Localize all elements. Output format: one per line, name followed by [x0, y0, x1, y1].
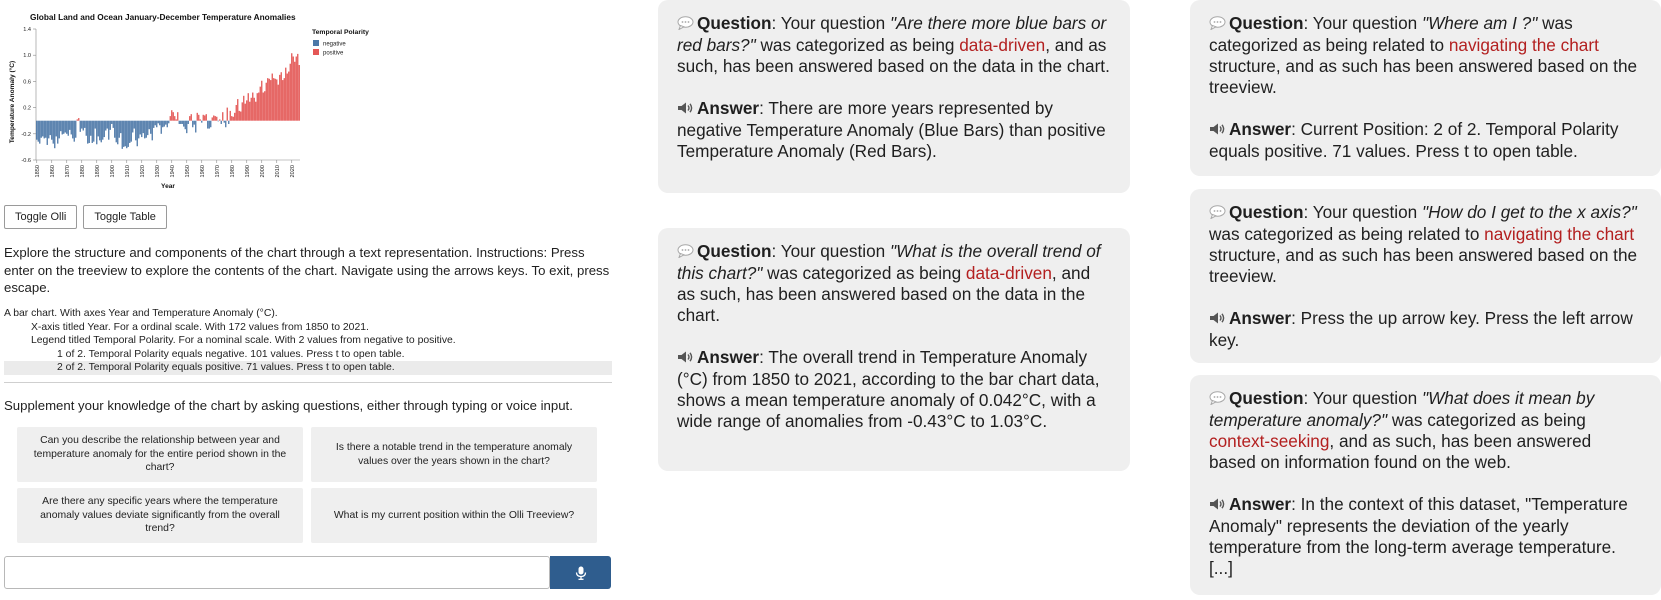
bar — [167, 121, 168, 128]
y-tick-label: 1.0 — [23, 53, 31, 60]
bar — [288, 72, 289, 121]
bar — [234, 113, 235, 121]
speaker-icon — [677, 99, 694, 120]
bar — [56, 121, 57, 137]
bar — [287, 74, 288, 121]
bar — [282, 80, 283, 121]
x-tick-label: 1870 — [64, 165, 71, 178]
question-prefix: : Your question — [1303, 13, 1422, 33]
bar — [156, 121, 157, 128]
bar — [107, 121, 108, 129]
bar — [62, 121, 63, 135]
tree-node-negative[interactable]: 1 of 2. Temporal Polarity equals negative. 101 values. Press t to open table. — [57, 348, 405, 360]
bar — [210, 121, 211, 128]
bar — [149, 121, 150, 130]
bar — [143, 121, 144, 133]
question-input[interactable] — [4, 556, 550, 589]
bar — [83, 121, 84, 131]
answer-label: Answer — [1229, 119, 1292, 139]
answer-label: Answer — [697, 98, 760, 118]
toggle-table-button[interactable]: Toggle Table — [83, 205, 167, 229]
bar — [50, 121, 51, 135]
speech-bubble-icon — [677, 14, 694, 35]
bar — [153, 121, 154, 128]
bar — [261, 81, 262, 121]
question-text: "What is the overall trend of this chart?" — [677, 241, 1101, 283]
bar — [42, 121, 43, 137]
bar — [99, 121, 100, 141]
bar — [128, 121, 129, 147]
bar — [59, 121, 60, 139]
bar — [263, 93, 264, 121]
x-tick-label: 1860 — [49, 165, 56, 178]
bar — [290, 64, 291, 121]
olli-treeview[interactable] — [4, 307, 612, 375]
bar — [212, 117, 213, 120]
legend-label-negative: negative — [323, 41, 346, 48]
bar — [213, 115, 214, 120]
answer-text: : In the context of this dataset, "Temperature Anomaly" represents the deviation of the yearly temperature from the long-term average temperature. [...] — [1209, 494, 1628, 578]
chart-panel — [0, 0, 620, 600]
legend-title: Temporal Polarity — [312, 29, 369, 36]
bar — [86, 121, 87, 136]
temperature-anomaly-chart — [0, 8, 400, 193]
legend-swatch-negative — [313, 40, 319, 46]
treeview-instructions: Explore the structure and components of the chart through a text representation. Instructions: Press enter on the treeview to explore the contents of the chart. Navigate using the arrows keys. To exit, press escape. — [4, 245, 610, 295]
bar — [87, 121, 88, 144]
bar — [218, 121, 219, 122]
bar — [152, 121, 153, 141]
bar — [284, 78, 285, 121]
bar — [227, 108, 228, 121]
question-label: Question — [1229, 388, 1304, 408]
qa-card — [1190, 375, 1661, 595]
bar — [105, 121, 106, 131]
bar — [188, 121, 189, 124]
bar — [233, 117, 234, 121]
bar — [230, 111, 231, 121]
answer-text: : Current Position: 2 of 2. Temporal Polarity equals positive. 71 values. Press t to open table. — [1209, 119, 1619, 161]
y-tick-label: 0.2 — [23, 105, 31, 112]
bar — [198, 115, 199, 121]
bar — [168, 121, 169, 124]
bar — [123, 121, 124, 147]
question-category: navigating the chart — [1484, 224, 1635, 244]
bar — [101, 121, 102, 143]
bar — [246, 100, 247, 120]
qa-question — [1209, 202, 1642, 287]
bar — [266, 83, 267, 121]
bar — [138, 121, 139, 139]
bar — [228, 121, 229, 124]
suggested-question[interactable]: Can you describe the relationship between year and temperature anomaly for the entire period shown in the chart? — [17, 427, 303, 482]
bar — [264, 91, 265, 120]
bar — [180, 121, 181, 124]
tree-node-root[interactable]: A bar chart. With axes Year and Temperature Anomaly (°C). — [4, 308, 278, 319]
bar — [174, 116, 175, 121]
qa-answer — [1209, 494, 1642, 579]
y-tick-label: -0.6 — [21, 158, 31, 164]
qa-question — [1209, 13, 1642, 98]
toggle-olli-button[interactable]: Toggle Olli — [4, 205, 77, 229]
bar — [194, 121, 195, 125]
bar — [269, 79, 270, 121]
question-category: data-driven — [965, 263, 1052, 283]
question-label: Question — [1229, 13, 1304, 33]
x-tick-label: 1880 — [79, 165, 86, 178]
bar — [135, 121, 136, 141]
question-label: Question — [1229, 202, 1304, 222]
qa-answer — [677, 347, 1111, 432]
bar — [71, 121, 72, 135]
bar — [257, 93, 258, 121]
bar — [75, 121, 76, 138]
bar — [224, 121, 225, 123]
legend-label-positive: positive — [323, 50, 344, 57]
question-text: "What does it mean by temperature anomaly?" — [1209, 388, 1595, 430]
category-connector: was categorized as being — [762, 263, 966, 283]
speech-bubble-icon — [677, 242, 694, 263]
answer-text: : Press the up arrow key. Press the left arrow key. — [1209, 308, 1633, 350]
bar — [221, 121, 222, 124]
x-axis-title: Year — [161, 183, 175, 190]
x-tick-label: 1920 — [139, 165, 146, 178]
speaker-icon — [1209, 309, 1226, 330]
legend — [312, 29, 369, 57]
bar — [251, 98, 252, 121]
bar — [126, 121, 127, 149]
bar — [45, 121, 46, 138]
bar — [137, 121, 138, 147]
qa-card — [658, 0, 1130, 193]
bar — [38, 121, 39, 142]
bar — [267, 78, 268, 121]
bar — [258, 93, 259, 121]
x-tick-label: 1950 — [184, 165, 191, 178]
bar — [162, 121, 163, 128]
bar — [276, 79, 277, 120]
x-tick-label: 1990 — [244, 165, 251, 178]
bar — [77, 119, 78, 120]
bar — [248, 93, 249, 121]
bar — [239, 111, 240, 121]
bar — [110, 121, 111, 130]
divider — [4, 382, 612, 383]
suggested-question[interactable]: Are there any specific years where the temperature anomaly values deviate significantly from the overall trend? — [17, 488, 303, 543]
question-label: Question — [697, 13, 772, 33]
y-axis-title: Temperature Anomaly (°C) — [9, 60, 16, 144]
bar — [285, 68, 286, 121]
bar — [191, 114, 192, 121]
supplement-prompt: Supplement your knowledge of the chart by asking questions, either through typing or voice input. — [4, 398, 573, 413]
category-connector: was categorized as being — [1387, 410, 1586, 430]
bar — [131, 121, 132, 142]
speaker-icon — [1209, 120, 1226, 141]
bar — [98, 121, 99, 137]
category-suffix: structure, and as such has been answered based on the treeview. — [1209, 56, 1638, 97]
x-tick-label: 1890 — [94, 165, 101, 178]
bar — [270, 80, 271, 121]
question-text: "How do I get to the x axis?" — [1421, 202, 1637, 222]
bar — [144, 121, 145, 139]
bar — [296, 57, 297, 121]
toggle-controls — [4, 205, 167, 229]
y-tick-label: 0.6 — [23, 79, 31, 86]
bar — [171, 110, 172, 120]
bar — [281, 72, 282, 120]
bar — [299, 65, 300, 121]
tree-node-x-axis[interactable]: X-axis titled Year. For a ordinal scale. With 172 values from 1850 to 2021. — [31, 321, 369, 333]
bar — [164, 121, 165, 127]
bar — [108, 121, 109, 140]
x-tick-label: 1910 — [124, 165, 131, 178]
bar — [96, 121, 97, 145]
bar — [89, 121, 90, 143]
bar — [66, 121, 67, 134]
bar — [272, 74, 273, 121]
question-prefix: : Your question — [771, 13, 890, 33]
qa-answer — [677, 98, 1111, 162]
bar — [84, 121, 85, 128]
bar — [294, 62, 295, 121]
legend-swatch-positive — [313, 49, 319, 55]
x-tick-label: 2020 — [289, 165, 296, 178]
bar — [102, 121, 103, 140]
bar — [129, 121, 130, 143]
qa-question — [677, 241, 1111, 326]
category-suffix: , and as such, has been answered based on the data in the chart. — [677, 35, 1110, 76]
bar — [203, 115, 204, 121]
bar — [206, 114, 207, 121]
bar — [254, 98, 255, 121]
bar — [231, 116, 232, 121]
chart-title: Global Land and Ocean January-December Temperature Anomalies — [30, 12, 296, 22]
speech-bubble-icon — [1209, 389, 1226, 410]
bar — [236, 105, 237, 121]
x-tick-label: 1970 — [214, 165, 221, 178]
bar — [92, 121, 93, 143]
bar — [104, 121, 105, 137]
bar — [39, 121, 40, 144]
bar — [197, 113, 198, 121]
bar — [255, 102, 256, 121]
voice-input-button[interactable] — [550, 556, 611, 589]
bars — [36, 53, 300, 149]
question-prefix: : Your question — [1303, 202, 1422, 222]
bar — [155, 121, 156, 126]
answer-text: : The overall trend in Temperature Anomaly (°C) from 1850 to 2021, according to the bar chart data, shows a mean temperature anomaly of 0.042°C, with a wide range of anomalies from -0.43°C to 1.03°C. — [677, 347, 1100, 431]
qa-card — [1190, 0, 1661, 176]
bar — [237, 99, 238, 121]
answer-label: Answer — [1229, 308, 1292, 328]
bar — [225, 121, 226, 128]
category-suffix: , and as such, has been answered based on information found on the web. — [1209, 431, 1592, 472]
category-suffix: structure, and as such has been answered based on the treeview. — [1209, 245, 1638, 286]
y-tick-label: 1.4 — [23, 27, 31, 33]
bar — [44, 121, 45, 139]
question-category: navigating the chart — [1448, 35, 1599, 55]
bar — [216, 117, 217, 121]
bar — [185, 121, 186, 130]
bar — [119, 121, 120, 138]
bar — [278, 85, 279, 121]
bar — [242, 102, 243, 120]
question-text: "Are there more blue bars or red bars?" — [677, 13, 1107, 55]
bar — [78, 118, 79, 121]
bar — [113, 121, 114, 128]
answer-label: Answer — [1229, 494, 1292, 514]
tree-node-legend[interactable]: Legend titled Temporal Polarity. For a nominal scale. With 2 values from negative to positive. — [31, 335, 456, 346]
qa-card — [1190, 189, 1661, 363]
suggested-question[interactable]: Is there a notable trend in the temperature anomaly values over the years shown in the chart? — [311, 427, 597, 482]
answer-label: Answer — [697, 347, 760, 367]
bar — [60, 121, 61, 131]
bar — [273, 78, 274, 121]
bar — [293, 57, 294, 121]
category-connector: was categorized as being related to — [1209, 224, 1485, 244]
bar — [260, 87, 261, 121]
bar — [132, 121, 133, 133]
bar — [134, 121, 135, 129]
bar — [147, 121, 148, 135]
question-prefix: : Your question — [1303, 388, 1422, 408]
bar — [275, 79, 276, 121]
category-suffix: , and as such, has been answered based on the data in the chart. — [677, 263, 1091, 325]
bar — [252, 93, 253, 121]
bar — [243, 96, 244, 121]
bar — [158, 121, 159, 124]
bar — [177, 112, 178, 121]
bar — [240, 112, 241, 121]
bar — [245, 104, 246, 121]
bar — [95, 121, 96, 129]
bar — [141, 121, 142, 137]
x-tick-label: 2010 — [274, 165, 281, 178]
bar — [63, 121, 64, 134]
bar — [192, 121, 193, 128]
bar — [47, 121, 48, 145]
bar — [53, 121, 54, 144]
bar — [57, 121, 58, 144]
bar — [90, 121, 91, 136]
bar — [111, 121, 112, 124]
bar — [48, 121, 49, 139]
speaker-icon — [677, 348, 694, 369]
x-tick-label: 1960 — [199, 165, 206, 178]
bar — [93, 121, 94, 142]
question-prefix: : Your question — [771, 241, 890, 261]
bar — [215, 116, 216, 121]
bar — [41, 121, 42, 138]
x-tick-label: 1940 — [169, 165, 176, 178]
bar — [117, 121, 118, 145]
bar — [209, 121, 210, 129]
bar — [204, 115, 205, 120]
x-axis — [35, 160, 300, 177]
bar — [54, 121, 55, 149]
x-tick-label: 1930 — [154, 165, 161, 178]
qa-answer — [1209, 308, 1642, 351]
bar — [114, 121, 115, 138]
bar — [146, 121, 147, 138]
bar — [186, 121, 187, 133]
tree-node-positive[interactable]: 2 of 2. Temporal Polarity equals positive. 71 values. Press t to open table. — [4, 361, 612, 375]
bar — [140, 121, 141, 135]
x-tick-label: 1850 — [34, 165, 41, 178]
bar — [80, 121, 81, 132]
bar — [170, 116, 171, 121]
bar — [150, 121, 151, 134]
bar — [207, 121, 208, 129]
x-tick-label: 2000 — [259, 165, 266, 178]
bar — [65, 121, 66, 133]
category-connector: was categorized as being related to — [1209, 13, 1573, 55]
question-category: data-driven — [959, 35, 1046, 55]
bar — [159, 121, 160, 126]
category-connector: was categorized as being — [755, 35, 960, 55]
bar — [165, 121, 166, 125]
speech-bubble-icon — [1209, 14, 1226, 35]
answer-text: : There are more years represented by negative Temperature Anomaly (Blue Bars) than positive Temperature Anomaly (Red Bars). — [677, 98, 1106, 161]
x-tick-label: 1980 — [229, 165, 236, 178]
bar — [291, 53, 292, 120]
bar — [68, 121, 69, 136]
bar — [120, 121, 121, 133]
bar — [195, 121, 196, 133]
y-axis — [21, 27, 36, 164]
bar — [201, 121, 202, 123]
bar — [189, 116, 190, 121]
bar — [74, 121, 75, 142]
bar — [249, 102, 250, 121]
bar — [182, 121, 183, 124]
speech-bubble-icon — [1209, 203, 1226, 224]
qa-question — [1209, 388, 1642, 473]
bar — [179, 121, 180, 124]
question-text: "Where am I ?" — [1421, 13, 1538, 33]
x-tick-label: 1900 — [109, 165, 116, 178]
bar — [69, 121, 70, 130]
qa-answer — [1209, 119, 1642, 162]
bar — [222, 112, 223, 121]
question-label: Question — [697, 241, 772, 261]
bar — [161, 121, 162, 134]
question-category: context-seeking — [1209, 431, 1330, 451]
bar — [176, 119, 177, 120]
bar — [219, 119, 220, 120]
bar — [173, 112, 174, 121]
speaker-icon — [1209, 495, 1226, 516]
qa-question — [677, 13, 1111, 77]
bar — [51, 121, 52, 140]
suggested-question[interactable]: What is my current position within the Olli Treeview? — [311, 488, 597, 543]
bar — [122, 121, 123, 149]
bar — [116, 121, 117, 143]
bar — [183, 121, 184, 127]
bar — [81, 121, 82, 129]
bar — [72, 121, 73, 139]
microphone-icon — [575, 566, 587, 580]
qa-card — [658, 228, 1130, 471]
bar — [36, 121, 37, 140]
bar — [125, 121, 126, 147]
y-tick-label: -0.2 — [21, 131, 31, 138]
bar — [200, 119, 201, 120]
bar — [297, 54, 298, 121]
bar — [279, 75, 280, 121]
